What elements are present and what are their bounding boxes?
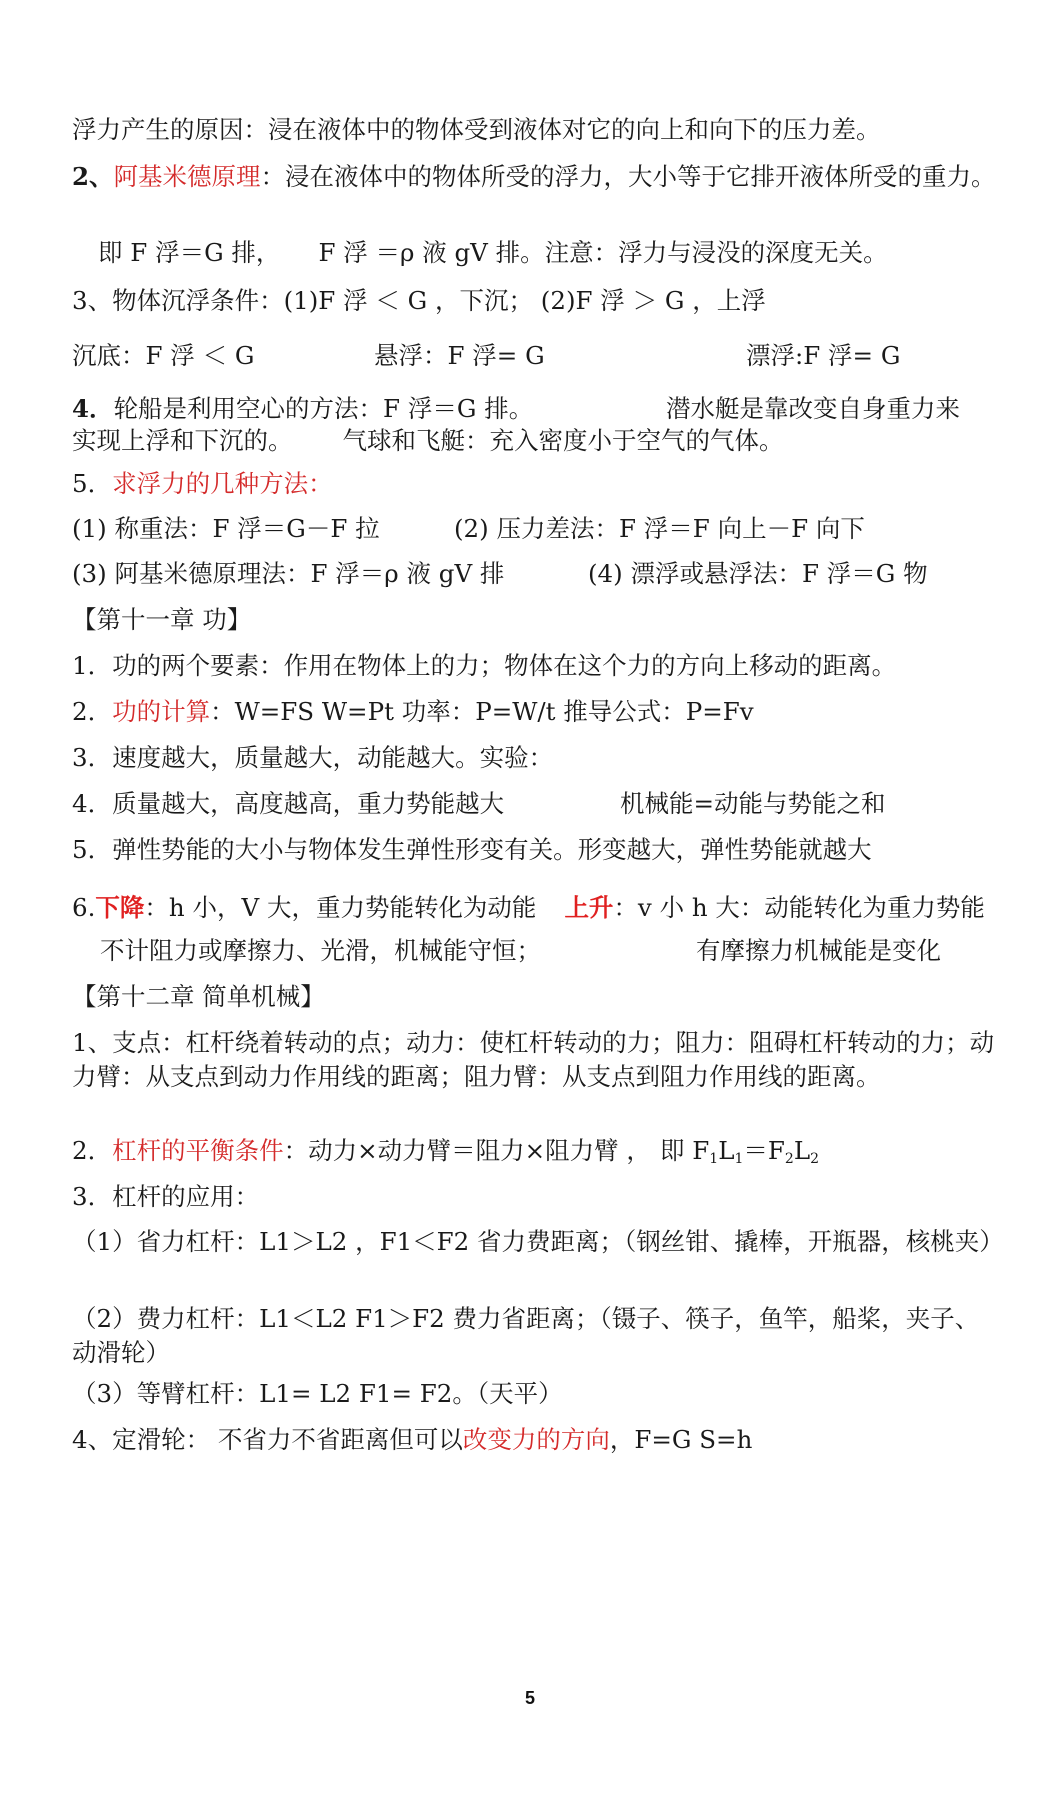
text-line-equal-arm-lever: （3）等臂杠杆：L1= L2 F1= F2。（天平） (72, 1379, 563, 1408)
chapter-heading-11: 【第十一章 功】 (72, 605, 252, 634)
lever-equation: 即 $F_1L_1=F_2L_2$ (660, 1136, 820, 1167)
text-line-kinetic: 3．速度越大，质量越大，动能越大。实验： (72, 743, 554, 772)
highlight-change-direction: 改变力的方向 (462, 1425, 610, 1454)
text-line-elastic: 5．弹性势能的大小与物体发生弹性形变有关。形变越大，弹性势能就越大 (72, 835, 872, 864)
text-line-buoyancy-cause: 浮力产生的原因：浸在液体中的物体受到液体对它的向上和向下的压力差。 (72, 115, 881, 144)
text-line-work-calc: 2．功的计算：W=FS W=Pt 功率：P=W/t 推导公式：P=Fv (72, 697, 754, 726)
highlight-archimedes: 阿基米德原理 (113, 162, 261, 191)
text-line-lever-balance: 2．杠杆的平衡条件：动力×动力臂＝阻力×阻力臂 ， 即 $F_1L_1=F_2L_2$ (72, 1136, 820, 1167)
highlight-methods: 求浮力的几种方法： (112, 469, 333, 498)
text-line-energy-conversion: 6.下降：h 小，V 大，重力势能转化为动能 上升：v 小 h 大：动能转化为重力势能 (72, 893, 985, 922)
text-line-ships-2: 实现上浮和下沉的。 气球和飞艇：充入密度小于空气的气体。 (72, 426, 784, 455)
text-line-formula: 即 F 浮＝G 排， F 浮 ＝ρ 液 gV 排。注意：浮力与浸没的深度无关。 (98, 238, 888, 267)
text-line-fixed-pulley: 4、定滑轮： 不省力不省距离但可以改变力的方向，F=G S=h (72, 1425, 753, 1454)
text-line-force-saving-lever: （1）省力杠杆：L1＞L2 ，F1＜F2 省力费距离；（钢丝钳、撬棒，开瓶器，核桃夹） (72, 1227, 1004, 1256)
page-number: 5 (524, 1688, 535, 1708)
text-line-work-elements: 1．功的两个要素：作用在物体上的力；物体在这个力的方向上移动的距离。 (72, 651, 897, 680)
text-line-methods-1-2: (1) 称重法：F 浮＝G－F 拉 (2) 压力差法：F 浮＝F 向上－F 向下 (72, 514, 865, 543)
document-page: 浮力产生的原因：浸在液体中的物体受到液体对它的向上和向下的压力差。 2、阿基米德原理：浸在液体中的物体所受的浮力，大小等于它排开液体所受的重力。 即 F 浮＝G 排， F 浮 ＝ρ 液 gV 排。注意：浮力与浸没的深度无关。 3、物体沉浮条件：(1)F 浮 ＜ G ，下沉； (2)F 浮 ＞ G ，上浮 沉底：F 浮 ＜ G 悬浮：F 浮= G 漂浮:F 浮= G 4．轮船是利用空心的方法：F 浮＝G 排。 潜水艇是靠改变自身重力来 实现上浮和下沉的。 气球和飞艇：充入密度小于空气的气体。 5．求浮力的几种方法： (1) 称重法：F 浮＝G－F 拉 (2) 压力差法：F 浮＝F 向上－F 向下 (3) 阿基米德原理法：F 浮＝ρ 液 gV 排 (4) 漂浮或悬浮法：F 浮＝G 物 【第十一章 功】 1．功的两个要素：作用在物体上的力；物体在这个力的方向上移动的距离。 2．功的计算：W=FS W=Pt 功率：P=W/t 推导公式：P=Fv 3．速度越大，质量越大，动能越大。实验： 4．质量越大，高度越高，重力势能越大 机械能=动能与势能之和 5．弹性势能的大小与物体发生弹性形变有关。形变越大，弹性势能就越大 6.下降：h 小，V 大，重力势能转化为动能 上升：v 小 h 大：动能转化为重力势能 不计阻力或摩擦力、光滑，机械能守恒； 有摩擦力机械能是变化 【第十二章 简单机械】 1、支点：杠杆绕着转动的点；动力：使杠杆转动的力；阻力：阻碍杠杆转动的力；动力臂：从支点到动力作用线的距离；阻力臂：从支点到阻力作用线的距离。 2．杠杆的平衡条件：动力×动力臂＝阻力×阻力臂 ， 即 $F_1L_1=F_2L_2$ 3．杠杆的应用： （1）省力杠杆：L1＞L2 ，F1＜F2 省力费距离；（钢丝钳、撬棒，开瓶器，核桃夹） （2）费力杠杆：L1＜L2 F1＞F2 费力省距离；（镊子、筷子，鱼竿，船桨，夹子、动滑轮） （3）等臂杠杆：L1= L2 F1= F2。（天平） 4、定滑轮： 不省力不省距离但可以改变力的方向，F=G S=h 5 (0, 0, 1060, 1804)
text-line-force-costing-lever: （2）费力杠杆：L1＜L2 F1＞F2 费力省距离；（镊子、筷子，鱼竿，船桨，夹子、动滑轮） (72, 1304, 980, 1367)
highlight-descend: 下降 (95, 893, 145, 922)
highlight-lever-balance: 杠杆的平衡条件 (112, 1136, 284, 1165)
text-line-lever-definitions: 1、支点：杠杆绕着转动的点；动力：使杠杆转动的力；阻力：阻碍杠杆转动的力；动力臂：从支点到动力作用线的距离；阻力臂：从支点到阻力作用线的距离。 (72, 1028, 995, 1091)
text-line-float-conditions: 3、物体沉浮条件：(1)F 浮 ＜ G ，下沉； (2)F 浮 ＞ G ，上浮 (72, 286, 766, 315)
highlight-ascend: 上升 (564, 893, 614, 922)
text-line-potential: 4．质量越大，高度越高，重力势能越大 机械能=动能与势能之和 (72, 789, 886, 818)
text-line-archimedes: 2、阿基米德原理：浸在液体中的物体所受的浮力，大小等于它排开液体所受的重力。 (72, 162, 996, 191)
highlight-work-calc: 功的计算 (112, 697, 211, 726)
text-line-methods-3-4: (3) 阿基米德原理法：F 浮＝ρ 液 gV 排 (4) 漂浮或悬浮法：F 浮＝G 物 (72, 559, 928, 588)
text-line-ships: 4．轮船是利用空心的方法：F 浮＝G 排。 潜水艇是靠改变自身重力来 (72, 394, 960, 423)
chapter-heading-12: 【第十二章 简单机械】 (72, 982, 325, 1011)
text-line-lever-applications: 3．杠杆的应用： (72, 1182, 260, 1211)
text-line-methods-heading: 5．求浮力的几种方法： (72, 469, 333, 498)
text-line-conservation: 不计阻力或摩擦力、光滑，机械能守恒； 有摩擦力机械能是变化 (100, 936, 941, 965)
